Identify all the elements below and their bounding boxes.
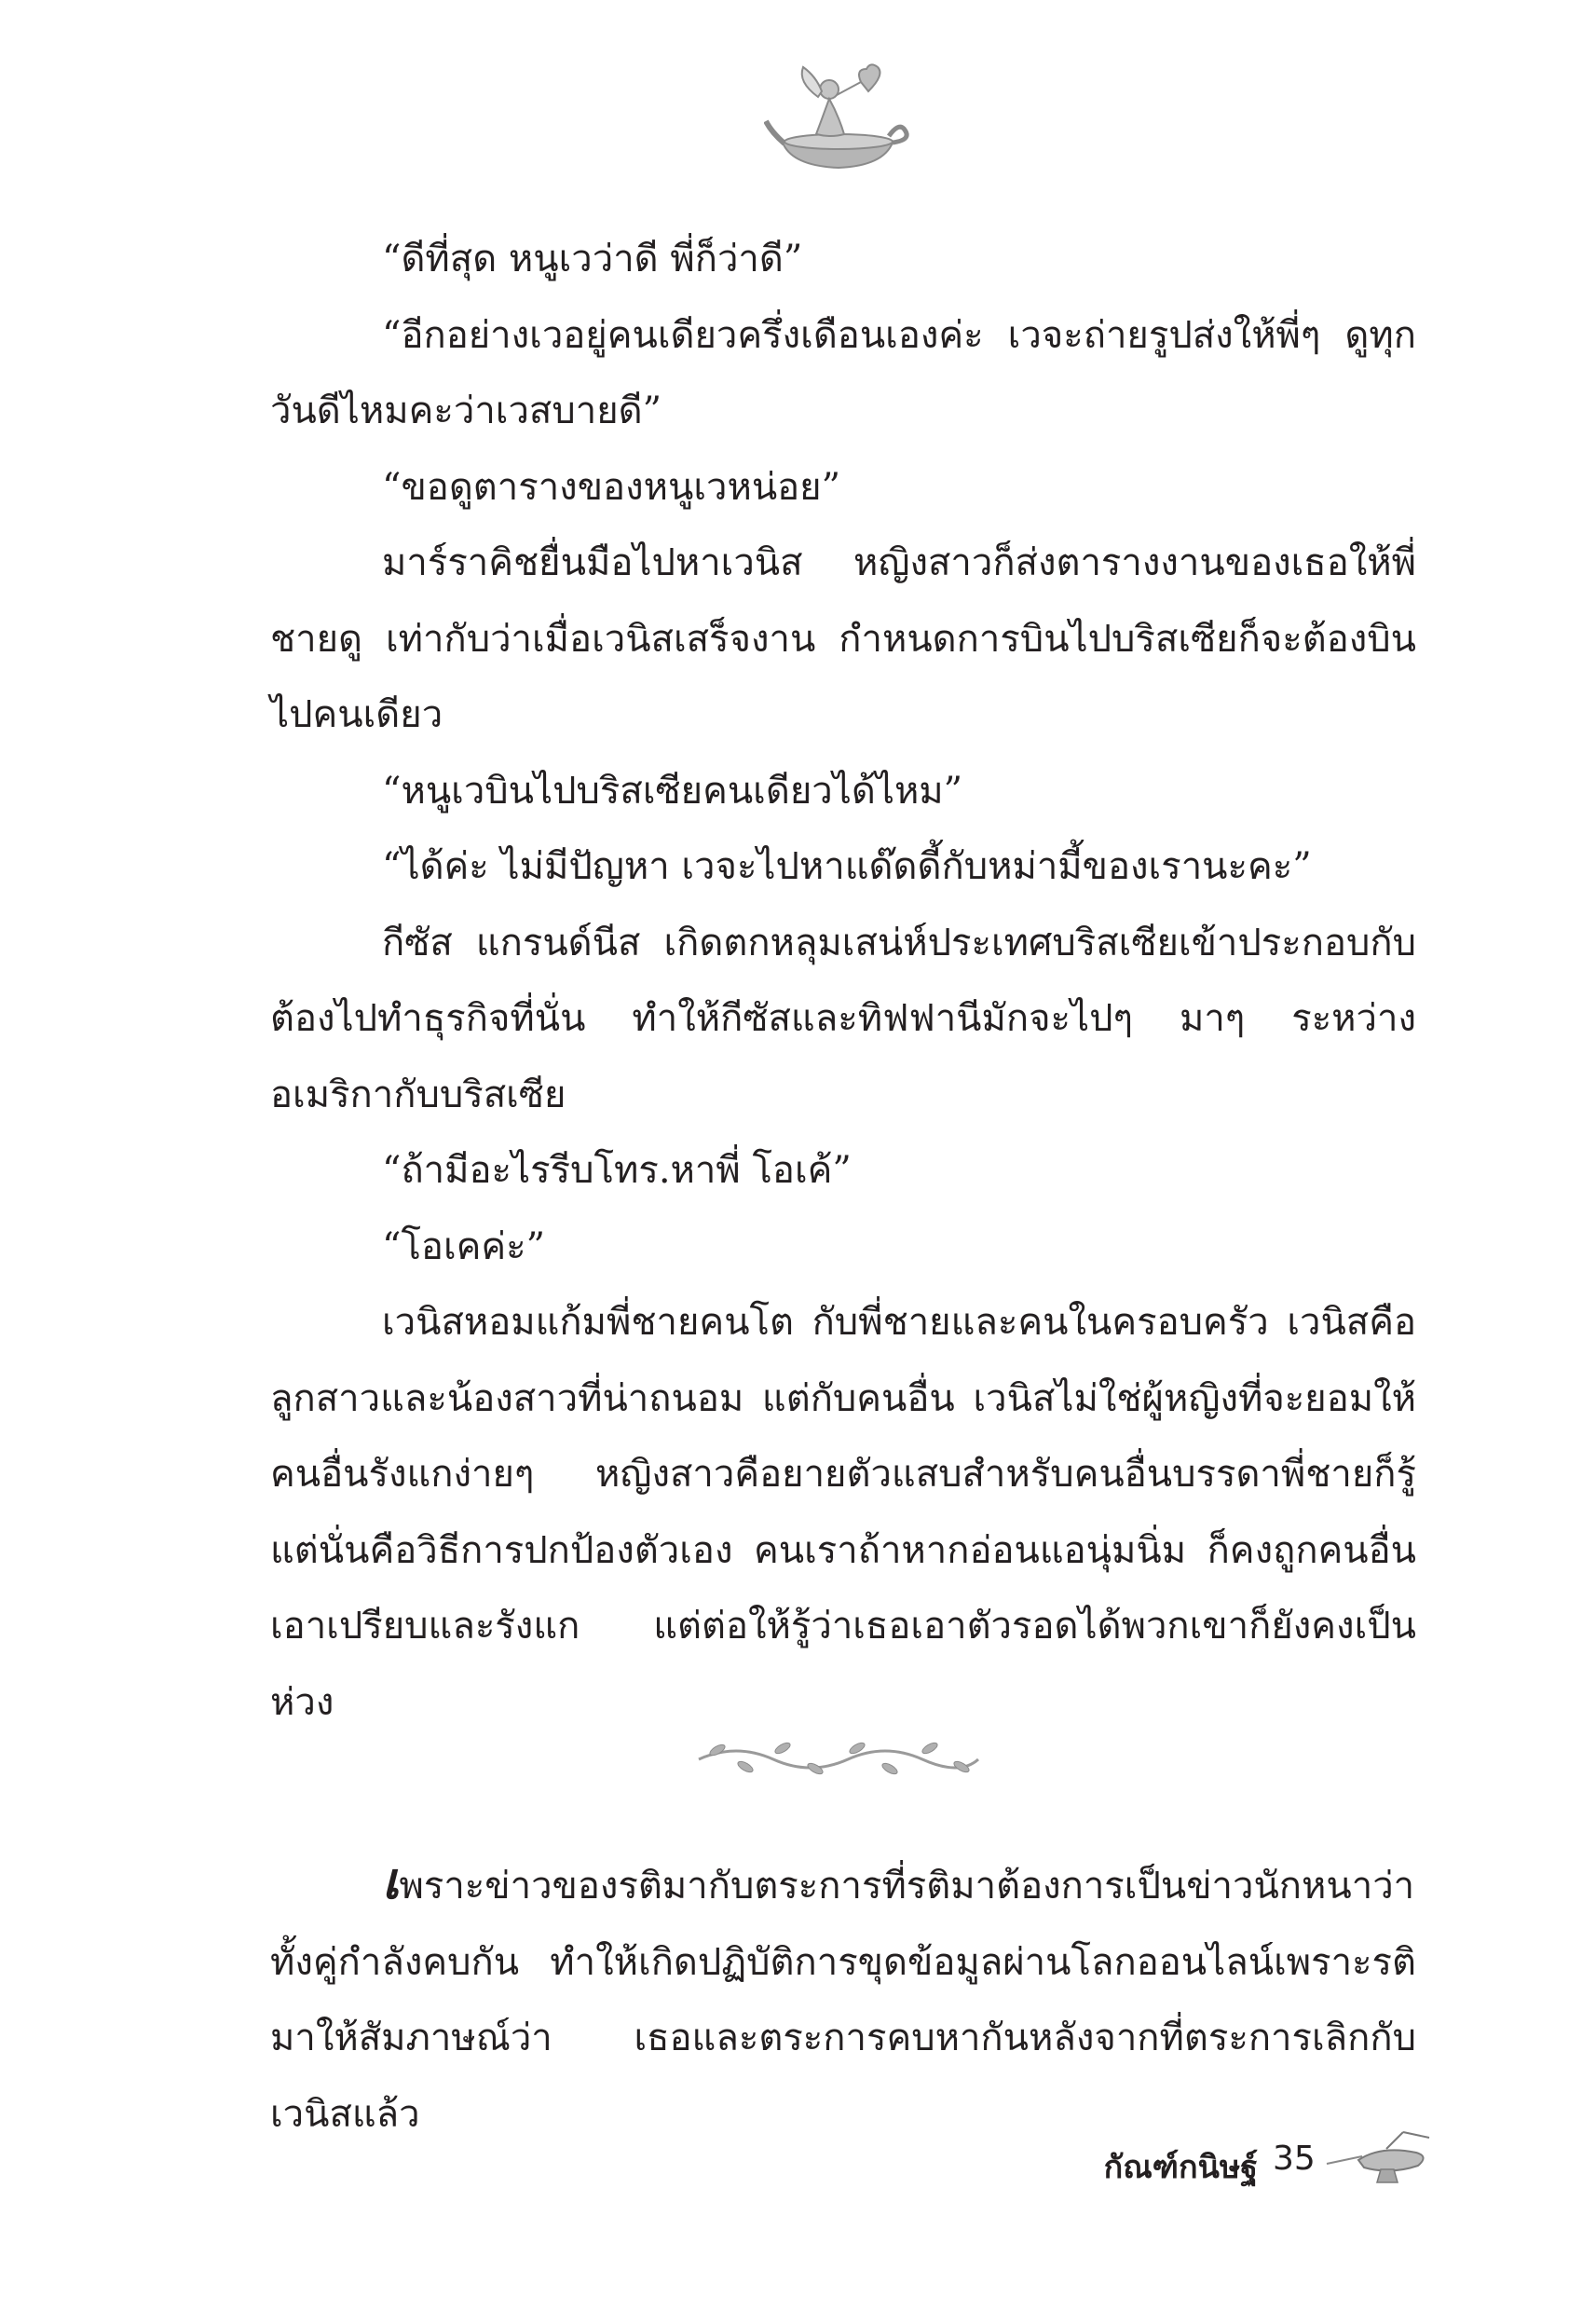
vine-divider-icon bbox=[689, 1733, 988, 1780]
airship-icon bbox=[1325, 2128, 1435, 2186]
paragraph: “ขอดูตารางของหนูเวหน่อย” bbox=[382, 465, 841, 509]
cupid-teapot-ornament-icon bbox=[764, 54, 913, 175]
paragraph: กีซัส แกรนด์นีส เกิดตกหลุมเสน่ห์ประเทศบริสเซียเข้าประกอบกับต้องไปทำธุรกิจที่นั่น ทำให้กีซัสและทิฟฟานีมักจะไปๆ มาๆ ระหว่างอเมริกากับบริสเซีย bbox=[270, 921, 1416, 1116]
section-2-text bbox=[270, 1843, 1416, 2153]
paragraph: “โอเคค่ะ” bbox=[382, 1224, 546, 1268]
paragraph-body: พราะข่าวของรติมากับตระการที่รติมาต้องการเป็นข่าวนักหนาว่าทั้งคู่กำลังคบกัน ทำให้เกิดปฏิบัติการขุดข้อมูลผ่านโลกออนไลน์เพราะรติมาให้สัมภาษณ์ว่า เธอและตระการคบหากันหลังจากที่ตระการเลิกกับเวนิสแล้ว bbox=[270, 1865, 1416, 2136]
paragraph: มาร์ราคิชยื่นมือไปหาเวนิส หญิงสาวก็ส่งตารางงานของเธอให้พี่ชายดู เท่ากับว่าเมื่อเวนิสเสร็จงาน กำหนดการบินไปบริสเซียก็จะต้องบินไปคนเดียว bbox=[270, 541, 1416, 736]
page-footer bbox=[1025, 2128, 1435, 2194]
paragraph: “ถ้ามีอะไรรีบโทร.หาพี่ โอเค้” bbox=[382, 1149, 852, 1192]
paragraph bbox=[270, 1843, 1416, 2153]
paragraph: “หนูเวบินไปบริสเซียคนเดียวได้ไหม” bbox=[382, 769, 963, 813]
page-number: 35 bbox=[1273, 2140, 1316, 2178]
paragraph: เวนิสหอมแก้มพี่ชายคนโต กับพี่ชายและคนในครอบครัว เวนิสคือลูกสาวและน้องสาวที่น่าถนอม แต่กับคนอื่น เวนิสไม่ใช่ผู้หญิงที่จะยอมให้คนอื่นรังแกง่ายๆ หญิงสาวคือยายตัวแสบสำหรับคนอื่นบรรดาพี่ชายก็รู้ แต่นั่นคือวิธีการปกป้องตัวเอง คนเราถ้าหากอ่อนแอนุ่มนิ่ม ก็คงถูกคนอื่นเอาเปรียบและรังแก แต่ต่อให้รู้ว่าเธอเอาตัวรอดได้พวกเขาก็ยังคงเป็นห่วง bbox=[270, 1301, 1416, 1724]
paragraph: “อีกอย่างเวอยู่คนเดียวครึ่งเดือนเองค่ะ เวจะถ่ายรูปส่งให้พี่ๆ ดูทุกวันดีไหมคะว่าเวสบายดี” bbox=[270, 313, 1416, 432]
book-title: กัณฑ์กนิษฐ์ bbox=[1103, 2149, 1258, 2186]
body-text bbox=[270, 222, 1416, 1741]
paragraph: “ดีที่สุด หนูเวว่าดี พี่ก็ว่าดี” bbox=[382, 238, 803, 280]
drop-cap: เ bbox=[382, 1852, 400, 1910]
paragraph: “ได้ค่ะ ไม่มีปัญหา เวจะไปหาแด๊ดดี้กับหม่ามี้ของเรานะคะ” bbox=[382, 845, 1312, 888]
